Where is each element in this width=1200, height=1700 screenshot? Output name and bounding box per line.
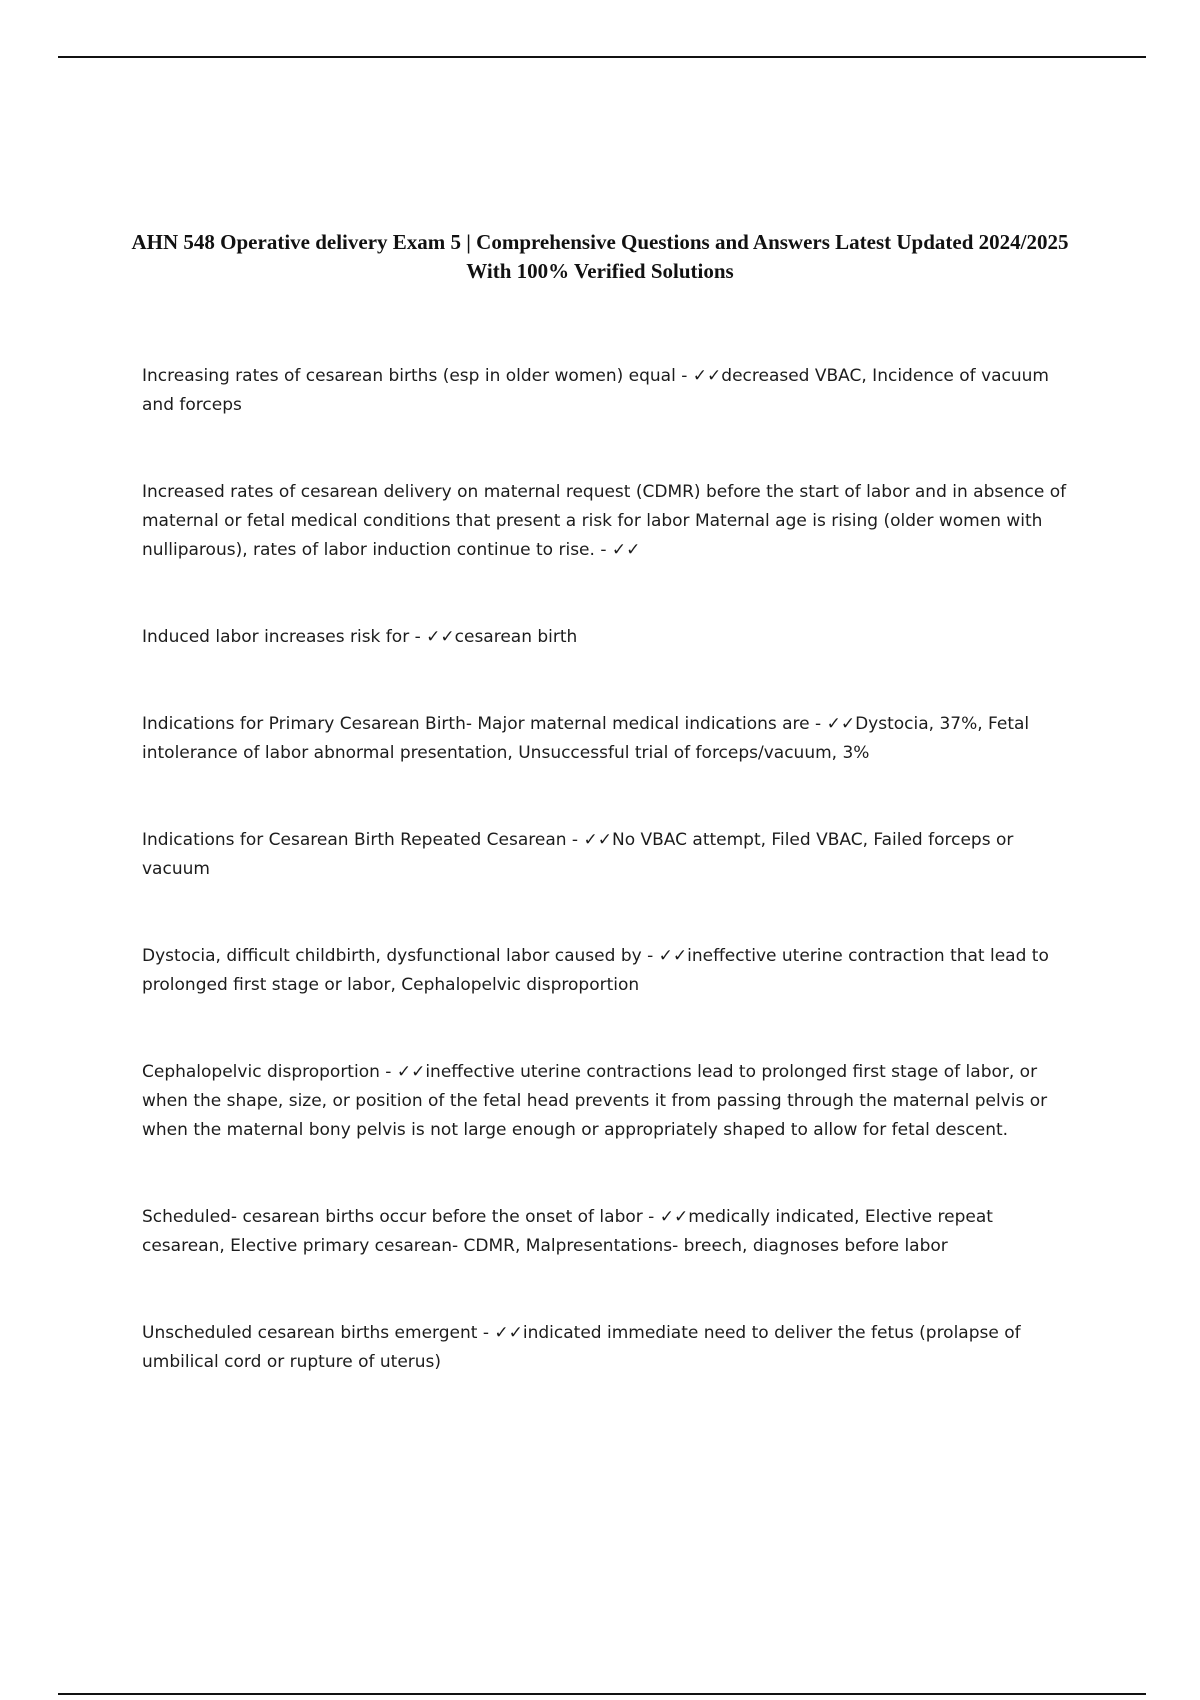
check-mark-icon: ✓✓ — [658, 946, 688, 966]
header-rule — [58, 56, 1146, 58]
qa-item — [142, 478, 1072, 565]
separator: - — [594, 540, 612, 560]
separator: - — [642, 1207, 660, 1227]
qa-item — [142, 1319, 1072, 1377]
separator: - — [379, 1062, 397, 1082]
check-mark-icon: ✓✓ — [426, 627, 455, 647]
check-mark-icon: ✓✓ — [611, 540, 641, 560]
qa-item — [142, 710, 1072, 768]
separator: - — [809, 714, 827, 734]
answer-text: decreased VBAC, Incidence of vacuum and forceps — [142, 366, 1049, 415]
question-text: Indications for Primary Cesarean Birth- Major maternal medical indications are — [142, 714, 810, 734]
qa-item — [142, 362, 1072, 420]
answer-text: ineffective uterine contractions lead to prolonged first stage of labor, or when the shape, size, or position of the fetal head prevents it from passing through the maternal pelvis or when the maternal bony pelvis is not large enough or appropriately shaped to allow for fetal descent. — [142, 1062, 1048, 1140]
answer-text: indicated immediate need to deliver the fetus (prolapse of umbilical cord or rupture of uterus) — [142, 1323, 1021, 1372]
question-text: Indications for Cesarean Birth Repeated Cesarean — [142, 830, 567, 850]
check-mark-icon: ✓✓ — [692, 366, 722, 386]
question-text: Increased rates of cesarean delivery on maternal request (CDMR) before the start of labor and in absence of maternal or fetal medical conditions that present a risk for labor Maternal age is rising (older women with nulliparous), rates of labor induction continue to rise. — [142, 482, 1067, 560]
question-text: Unscheduled cesarean births emergent — [142, 1323, 478, 1343]
check-mark-icon: ✓✓ — [659, 1207, 689, 1227]
qa-item — [142, 826, 1072, 884]
question-text: Increasing rates of cesarean births (esp in older women) equal — [142, 366, 676, 386]
separator: - — [409, 627, 427, 647]
check-mark-icon: ✓✓ — [826, 714, 856, 734]
question-text: Induced labor increases risk for — [142, 627, 410, 647]
answer-text: ineffective uterine contraction that lead to prolonged first stage or labor, Cephalopelvic disproportion — [142, 946, 1049, 995]
qa-item — [142, 623, 1072, 652]
separator: - — [641, 946, 659, 966]
check-mark-icon: ✓✓ — [494, 1323, 523, 1343]
answer-text: cesarean birth — [454, 627, 578, 647]
check-mark-icon: ✓✓ — [583, 830, 612, 850]
qa-item — [142, 1203, 1072, 1261]
separator: - — [675, 366, 693, 386]
separator: - — [477, 1323, 495, 1343]
question-text: Cephalopelvic disproportion — [142, 1062, 380, 1082]
document-title: AHN 548 Operative delivery Exam 5 | Comprehensive Questions and Answers Latest Updated 2024/2025 With 100% Verified Solutions — [131, 230, 1069, 284]
separator: - — [566, 830, 584, 850]
qa-item — [142, 1058, 1072, 1145]
qa-list — [142, 362, 1072, 1377]
check-mark-icon: ✓✓ — [396, 1062, 426, 1082]
answer-text: Dystocia, 37%, Fetal intolerance of labor abnormal presentation, Unsuccessful trial of forceps/vacuum, 3% — [142, 714, 1030, 763]
qa-item — [142, 942, 1072, 1000]
question-text: Dystocia, difficult childbirth, dysfunctional labor caused by — [142, 946, 642, 966]
answer-text: medically indicated, Elective repeat cesarean, Elective primary cesarean- CDMR, Malpresentations- breech, diagnoses before labor — [142, 1207, 993, 1256]
answer-text: No VBAC attempt, Filed VBAC, Failed forceps or vacuum — [142, 830, 1014, 879]
question-text: Scheduled- cesarean births occur before the onset of labor — [142, 1207, 643, 1227]
footer-rule — [58, 1693, 1146, 1695]
